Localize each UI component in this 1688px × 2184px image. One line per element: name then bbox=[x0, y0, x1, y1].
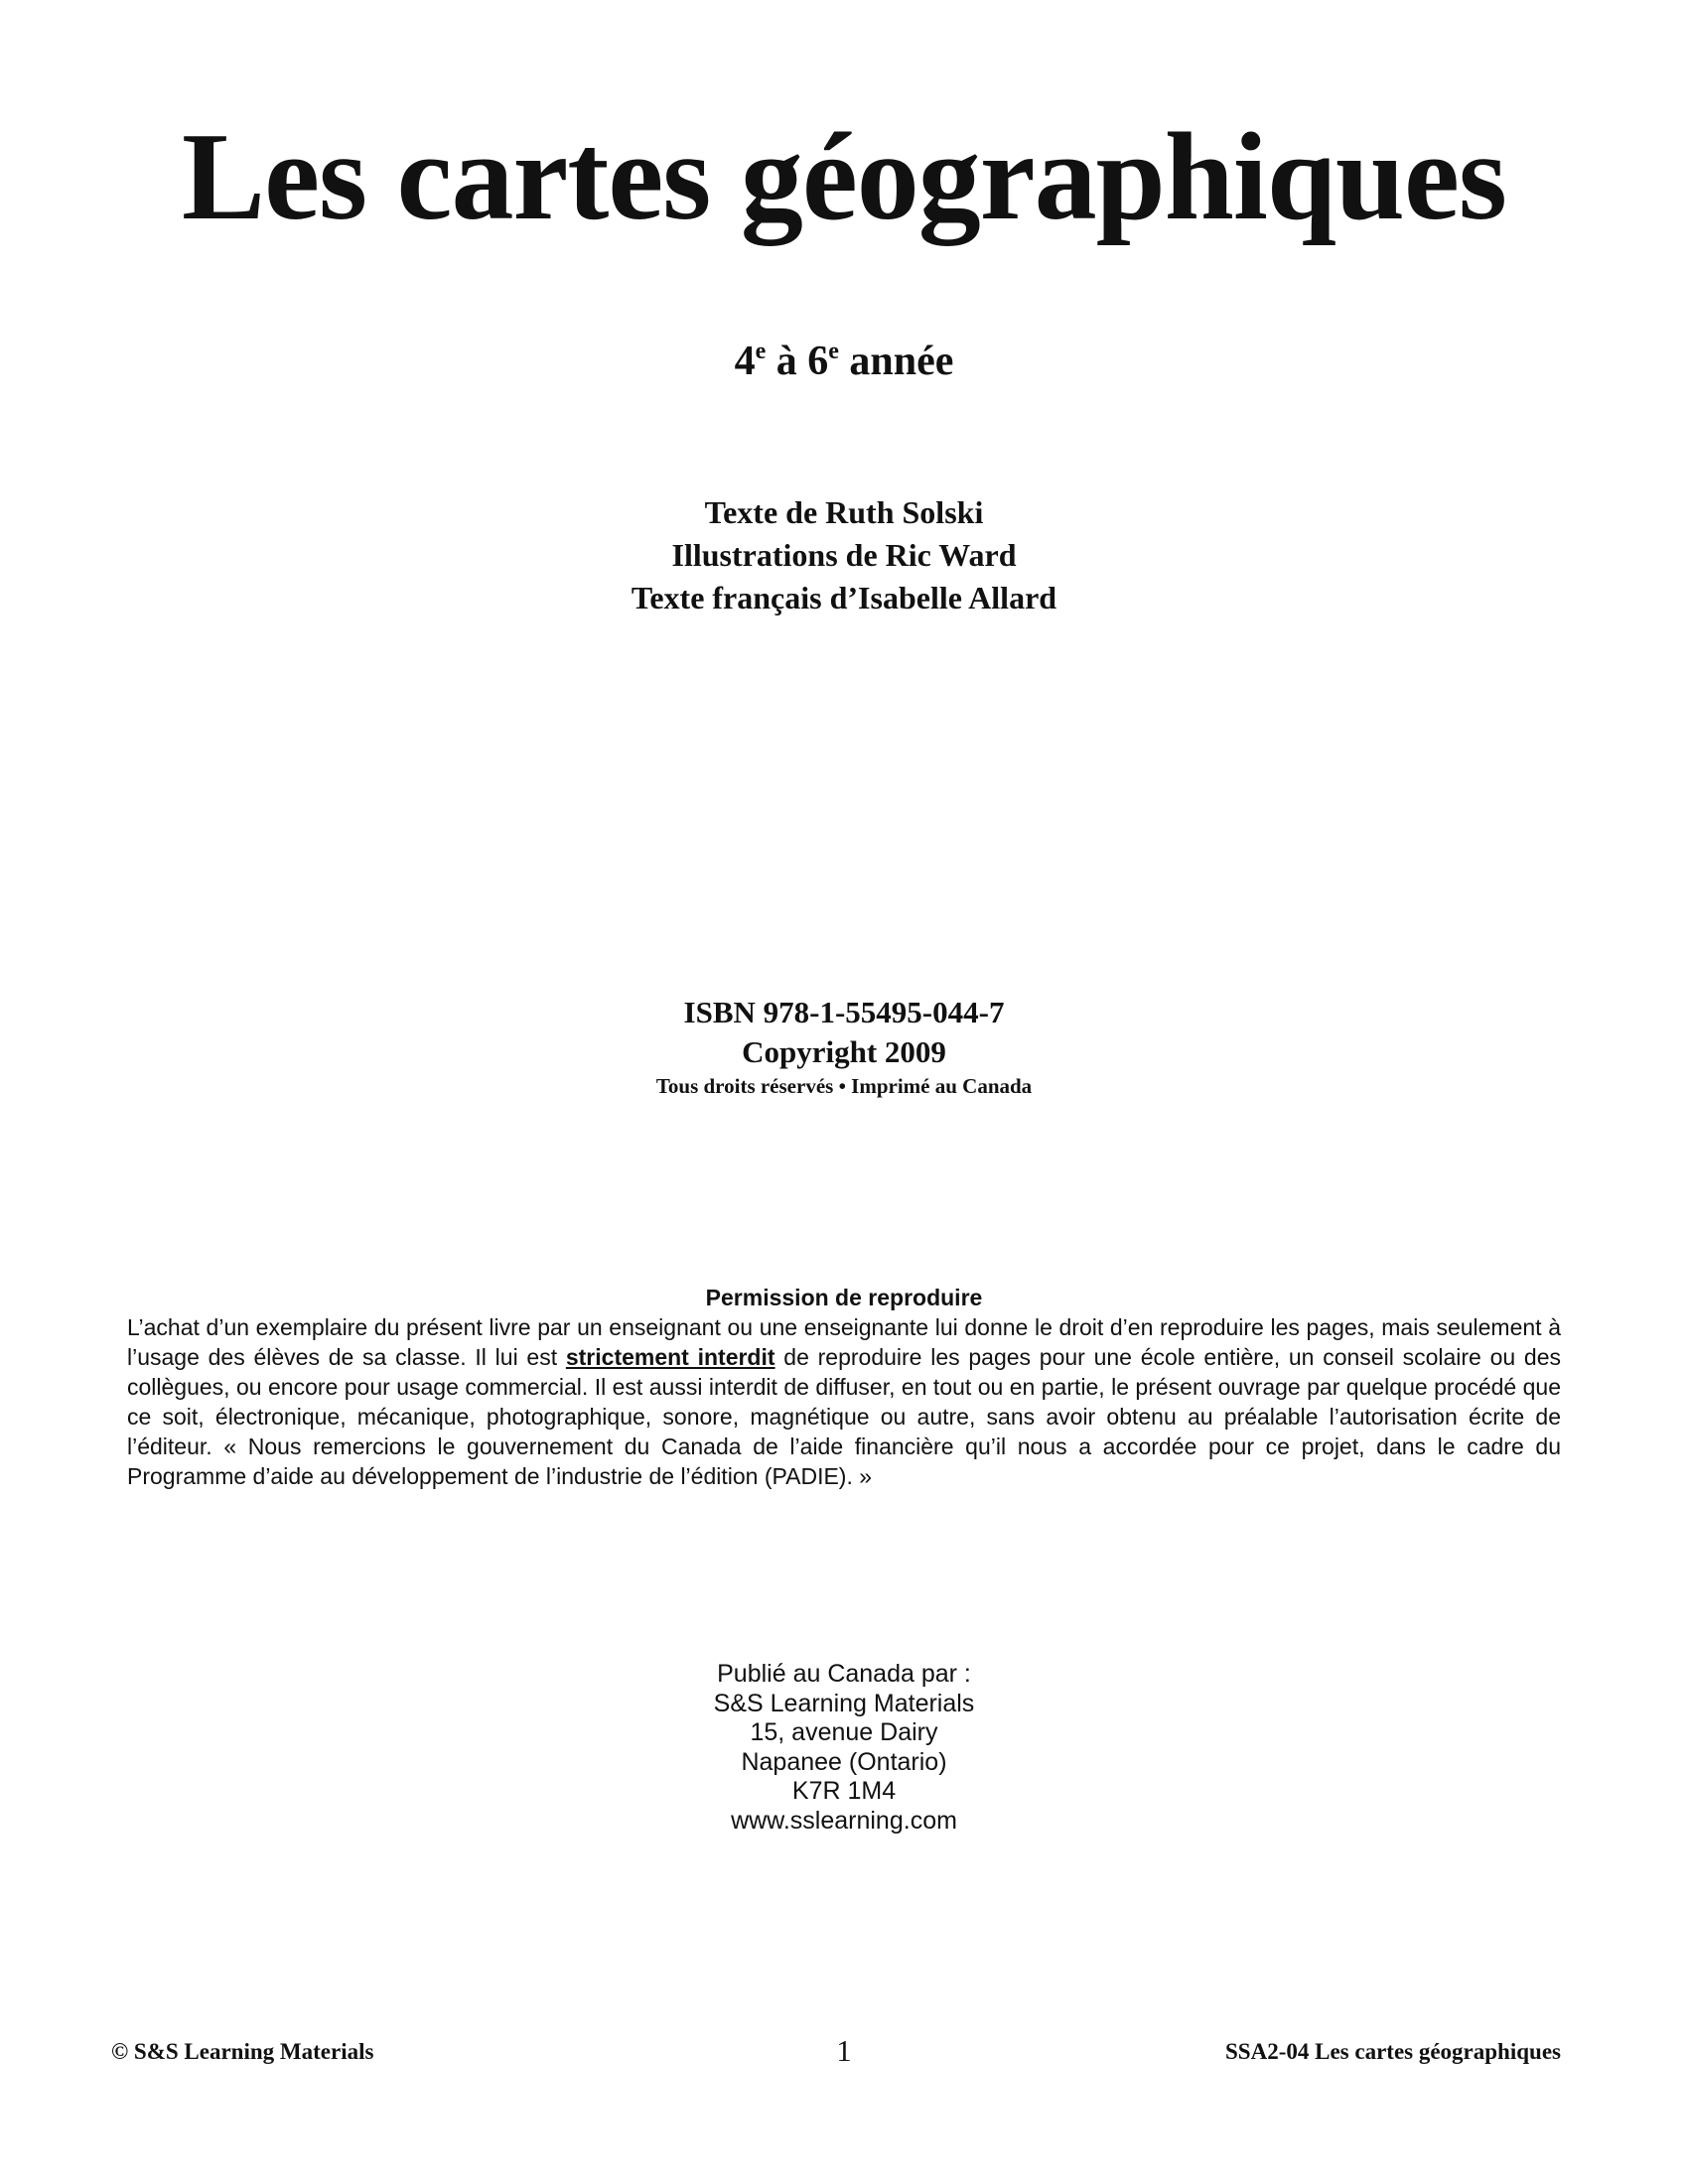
page-footer bbox=[0, 2033, 1688, 2069]
isbn-block bbox=[0, 993, 1688, 1100]
credits bbox=[0, 491, 1688, 619]
grade-word: année bbox=[838, 339, 954, 384]
copyright: Copyright 2009 bbox=[742, 1034, 946, 1069]
grade-end-number: 6 bbox=[807, 339, 829, 384]
publisher-city: Napanee (Ontario) bbox=[741, 1747, 947, 1776]
page-number: 1 bbox=[836, 2033, 852, 2068]
publisher-info bbox=[0, 1660, 1688, 1836]
rights-notice: Tous droits réservés • Imprimé au Canada bbox=[655, 1074, 1033, 1098]
grade-end-suffix: e bbox=[828, 339, 839, 364]
grade-level bbox=[0, 338, 1688, 385]
translator-credit: Texte français d’Isabelle Allard bbox=[631, 580, 1057, 615]
footer-copyright: © S&S Learning Materials bbox=[111, 2039, 374, 2064]
illustrator-credit: Illustrations de Ric Ward bbox=[671, 537, 1017, 573]
page-title: Les cartes géographiques bbox=[182, 108, 1506, 246]
footer-product-code: SSA2-04 Les cartes géographiques bbox=[1225, 2039, 1561, 2064]
grade-start-suffix: e bbox=[755, 339, 767, 364]
permission-section bbox=[127, 1283, 1561, 1491]
permission-text-part2: de reproduire les pages pour une école entière, un conseil scolaire ou des collègues, ou encore pour usage commercial. Il est aussi interdit de diffuser, en tout ou en partie, le présent ouvrage par quelque procédé que ce soit, électronique, mécanique, photographique, sonore, magnétique ou autre, sans avoir obtenu au préalable l’autorisation écrite de l’éditeur. « Nous remercions le gouvernement du Canada de l’aide financière qu’il nous a accordée pour ce projet, dans le cadre du Programme d’aide au développement de l’industrie de l’édition (PADIE). » bbox=[127, 1344, 1561, 1489]
publisher-intro: Publié au Canada par : bbox=[717, 1660, 971, 1688]
permission-text-part1: L’achat d’un exemplaire du présent livre par un enseignant ou une enseignante lui donne le droit d’en reproduire les pages, mais seulement à l’usage des élèves de sa classe. Il lui est bbox=[127, 1314, 1561, 1370]
grade-connector: à bbox=[766, 339, 808, 384]
permission-emphasis: strictement interdit bbox=[565, 1344, 775, 1370]
publisher-postal-code: K7R 1M4 bbox=[791, 1777, 897, 1805]
grade-start-number: 4 bbox=[734, 339, 756, 384]
publisher-street: 15, avenue Dairy bbox=[750, 1718, 938, 1746]
publisher-name: S&S Learning Materials bbox=[713, 1689, 975, 1717]
publisher-website: www.sslearning.com bbox=[731, 1806, 957, 1835]
permission-title: Permission de reproduire bbox=[705, 1285, 983, 1310]
author-credit: Texte de Ruth Solski bbox=[704, 494, 984, 530]
isbn: ISBN 978-1-55495-044-7 bbox=[683, 995, 1005, 1029]
permission-text bbox=[127, 1312, 1561, 1491]
